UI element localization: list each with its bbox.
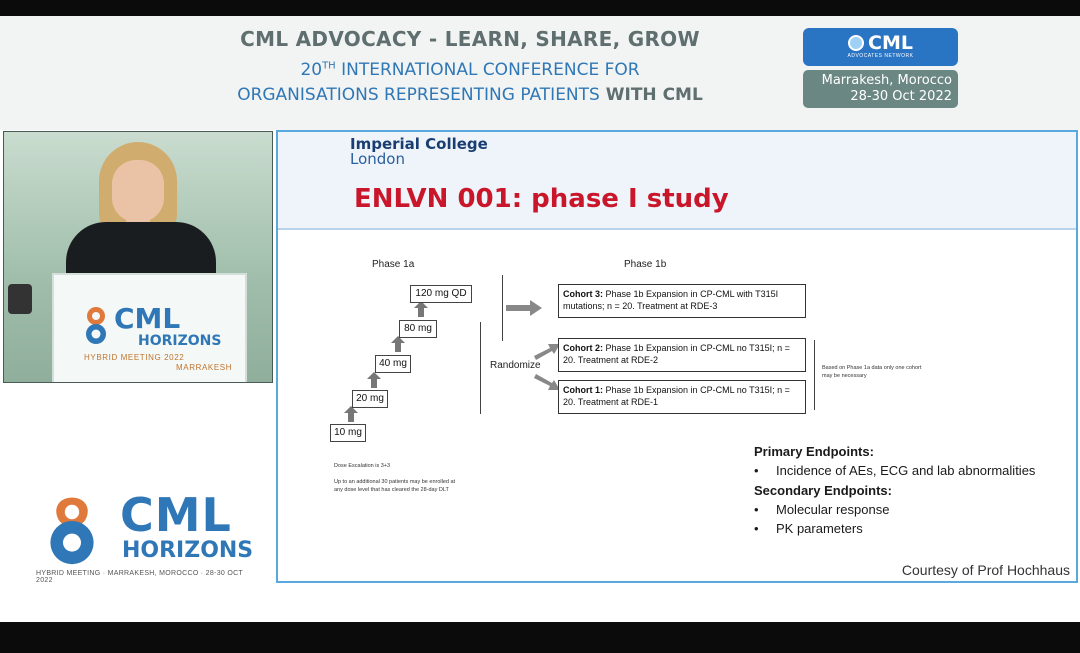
courtesy-credit: Courtesy of Prof Hochhaus bbox=[901, 562, 1070, 578]
dose-step: 40 mg bbox=[375, 355, 411, 373]
secondary-endpoints-heading: Secondary Endpoints: bbox=[754, 483, 892, 498]
cohort2-box: Cohort 2: Phase 1b Expansion in CP-CML no T315I; n = 20. Treatment at RDE-2 bbox=[558, 338, 806, 372]
presentation-slide bbox=[276, 130, 1078, 583]
phase1a-label: Phase 1a bbox=[372, 259, 415, 270]
bracket-line bbox=[814, 340, 815, 410]
speaker-video bbox=[3, 131, 273, 383]
slide-title: ENLVN 001: phase I study bbox=[354, 184, 729, 214]
brand-tagline: HYBRID MEETING · MARRAKESH, MOROCCO · 28-30 OCT 2022 bbox=[36, 570, 243, 584]
globe-icon bbox=[848, 35, 864, 51]
bracket-line bbox=[502, 275, 503, 341]
lectern bbox=[52, 273, 247, 383]
dose-step: 120 mg QD bbox=[410, 285, 472, 303]
randomize-label: Randomize bbox=[490, 360, 541, 371]
up-right-arrow-icon bbox=[534, 342, 560, 360]
up-arrow-icon bbox=[395, 342, 401, 352]
institution-logo: Imperial College London bbox=[350, 135, 488, 168]
banner-title: CML ADVOCACY - LEARN, SHARE, GROW bbox=[240, 27, 700, 51]
banner-subtitle-line2: ORGANISATIONS REPRESENTING PATIENTS WITH CML bbox=[237, 85, 703, 105]
cml-advocates-badge: CML ADVOCATES NETWORK bbox=[803, 28, 958, 66]
speaker-face bbox=[112, 160, 164, 222]
primary-endpoint-item: • Incidence of AEs, ECG and lab abnormalities bbox=[754, 463, 1036, 478]
footnote-additional: Up to an additional 30 patients may be enrolled at any dose level that has cleared the 28-day DLT bbox=[334, 479, 456, 493]
up-arrow-icon bbox=[371, 378, 377, 388]
cml-horizons-logo bbox=[30, 490, 260, 585]
lectern-city: MARRAKESH bbox=[176, 363, 233, 372]
phase1b-label: Phase 1b bbox=[624, 259, 667, 270]
side-note: Based on Phase 1a data only one cohort may be necessary bbox=[822, 365, 922, 379]
dates-text: 28-30 Oct 2022 bbox=[850, 89, 952, 104]
up-arrow-icon bbox=[348, 412, 354, 422]
dose-step: 80 mg bbox=[399, 320, 437, 338]
microphone-icon bbox=[8, 284, 32, 314]
lectern-horizons: HORIZONS bbox=[138, 333, 222, 349]
figure-eight-icon bbox=[84, 305, 108, 345]
brand-cml: CML bbox=[120, 488, 232, 542]
cohort3-box: Cohort 3: Phase 1b Expansion in CP-CML with T315I mutations; n = 20. Treatment at RDE-3 bbox=[558, 284, 806, 318]
bottom-letterbox bbox=[0, 622, 1080, 653]
brand-horizons: HORIZONS bbox=[122, 538, 254, 563]
secondary-endpoint-item: • PK parameters bbox=[754, 521, 863, 536]
banner-subtitle-line1: 20TH INTERNATIONAL CONFERENCE FOR bbox=[300, 60, 640, 80]
cohort1-box: Cohort 1: Phase 1b Expansion in CP-CML no T315I; n = 20. Treatment at RDE-1 bbox=[558, 380, 806, 414]
down-right-arrow-icon bbox=[534, 374, 560, 392]
secondary-endpoint-item: • Molecular response bbox=[754, 502, 890, 517]
lectern-meeting: HYBRID MEETING 2022 bbox=[84, 353, 185, 362]
primary-endpoints-heading: Primary Endpoints: bbox=[754, 444, 874, 459]
top-letterbox bbox=[0, 0, 1080, 16]
figure-eight-logo-icon bbox=[36, 494, 108, 566]
footnote-escalation: Dose Escalation is 3+3 bbox=[334, 463, 391, 469]
dose-step: 20 mg bbox=[352, 390, 388, 408]
up-arrow-icon bbox=[418, 307, 424, 317]
bracket-line bbox=[480, 322, 481, 414]
slide-header bbox=[278, 132, 1076, 230]
dose-step: 10 mg bbox=[330, 424, 366, 442]
lectern-cml: CML bbox=[114, 302, 181, 335]
right-arrow-icon bbox=[506, 300, 542, 316]
location-text: Marrakesh, Morocco bbox=[821, 73, 952, 88]
location-box bbox=[803, 70, 958, 108]
